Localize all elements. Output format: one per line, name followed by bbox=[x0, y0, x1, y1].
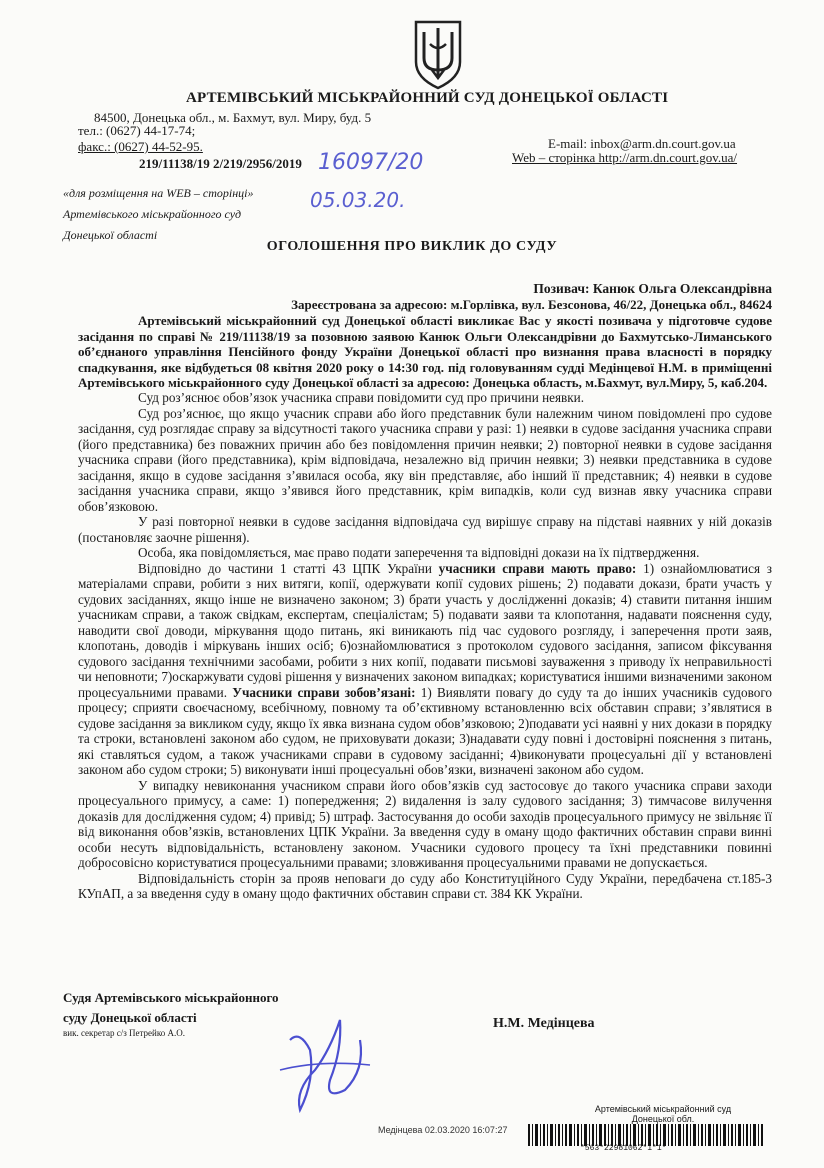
rights-heading: учасники справи мають право: bbox=[438, 560, 637, 576]
court-fax: факс.: (0627) 44-52-95. bbox=[78, 139, 203, 154]
barcode bbox=[528, 1124, 764, 1146]
handwritten-incoming-number: 16097/20 bbox=[318, 150, 424, 175]
judge-title-line: Судя Артемівського міськрайонного bbox=[63, 990, 279, 1005]
paragraph: Суд роз’яснює, що якщо учасник справи або його представник були належним чином повідомлені про судове засідання, суд розглядає справу за відсутності такого учасника справи у разі: 1) неявки в судове засідання учасника справи (його представника) без поважних причин або без повідомлення причин неявки; 2) повторної неявки в судове засідання учасника справи (його представника), крім відповідача, незалежно від причин неявки; 3) неявки представника в судове засідання, якщо в судове засідання з’явилася особа, яку він представляє, або інший її представник; 4) неявки в судове засідання учасника справи, якщо з’явився його представник, крім випадків, коли суд визнав явку учасника справи обов’язковою. bbox=[78, 405, 772, 514]
rights-text: 1) ознайомлюватися з матеріалами справи, робити з них витяги, копії, одержувати копії судових рішень; 2) подавати докази, брати участь у судових засіданнях, якщо інше не визначено законом; 3) брати участь у дослідженні доказів; 4) ставити питання іншим учасникам справи, а також свідкам, експертам, спеціалістам; 5) подавати заяви та клопотання, надавати пояснення суду, наводити свої доводи, міркування щодо питань, які виникають під час судового розгляду, і заперечення проти заяв, клопотань, доводів і міркувань інших осіб; 6)ознайомлюватися з протоколом судового засідання, записом фіксування судового засідання технічними засобами, робити з них копії, подавати письмові зауваження з приводу їх неправильності чи неповноти; 7)оскаржувати судові рішення у визначених законом випадках; користуватися іншими визначеними законом процесуальними правами. bbox=[78, 560, 773, 700]
registration-stamp bbox=[578, 1104, 748, 1124]
coat-of-arms-trident-icon bbox=[408, 18, 468, 90]
coercion-paragraph: У випадку невиконання учасником справи його обов’язків суд застосовує до такого учасника справи заходи процесуального примусу, а саме: 1) попередження; 2) видалення із залу судового засідання; 3) тимчасове вилучення доказів для дослідження судом; 4) привід; 5) штраф. Застосування до особи заходів процесуального примусу не звільняє її від виконання обов’язків, встановлених ЦПК України. За введення суду в оману щодо фактичних обставин справи винні особи несуть відповідальність, встановлену законом. Учасники судового процесу та їхні представники повинні добросовісно користуватися процесуальними правами; зловживання процесуальними правами не допускається. bbox=[78, 777, 772, 870]
note-line: Артемівського міськрайонного суд bbox=[63, 207, 242, 221]
handwritten-signature bbox=[270, 1010, 390, 1120]
case-numbers: 219/11138/19 2/219/2956/2019 bbox=[139, 156, 302, 171]
judge-court-line: суду Донецької області bbox=[63, 1010, 197, 1025]
rights-paragraph bbox=[78, 561, 772, 778]
rights-intro: Відповідно до частини 1 статті 43 ЦПК України bbox=[138, 560, 432, 576]
court-name: АРТЕМІВСЬКИЙ МІСЬКРАЙОННИЙ СУД ДОНЕЦЬКОЇ ОБЛАСТІ bbox=[186, 90, 669, 106]
duties-heading: Учасники справи зобов’язані: bbox=[232, 684, 416, 700]
duties-text: 1) Виявляти повагу до суду та до інших учасників судового процесу; сприяти своєчасному, всебічному, повному та об’єктивному встановленню всіх обставин справи; з’являтися в судове засідання за викликом суду, якщо їх явка визнана судом обов’язковою; 2)подавати усі наявні у них докази в порядку та строки, встановлені законом або судом, не приховувати докази; 3)надавати суду повні і достовірні пояснення з питань, які ставляться судом, а також учасниками справи в судовому засіданні; 4)виконувати процесуальні дії у встановлені законом або судом строки; 5) виконувати інші процесуальні обов’язки, визначені законом або судом. bbox=[78, 684, 773, 777]
secretary-line: вик. секретар с/з Петрейко А.О. bbox=[63, 1028, 186, 1038]
document-title: ОГОЛОШЕННЯ ПРО ВИКЛИК ДО СУДУ bbox=[266, 239, 558, 254]
note-line: «для розміщення на WEB – сторінці» bbox=[63, 186, 254, 200]
paragraph: У разі повторної неявки в судове засідання відповідача суд вирішує справу на підставі наявних у ній доказів (постановляє заочне рішення). bbox=[78, 514, 772, 545]
note-line: Донецької області bbox=[63, 228, 158, 242]
handwritten-date: 05.03.20. bbox=[310, 188, 406, 212]
paragraph: Суд роз’яснює обов’язок учасника справи повідомити суд про причини неявки. bbox=[138, 390, 585, 405]
registered-address-line: Зареєстрована за адресою: м.Горлівка, вул. Безсонова, 46/22, Донецька обл., 84624 bbox=[291, 297, 772, 312]
signature-block bbox=[63, 988, 279, 1038]
paragraph: Особа, яка повідомляється, має право подати заперечення та відповідні докази на їх підтвердження. bbox=[138, 545, 700, 560]
stamp-region: Донецької обл. bbox=[631, 1114, 695, 1124]
court-email: E-mail: inbox@arm.dn.court.gov.ua bbox=[548, 136, 736, 151]
summons-text: Артемівський міськрайонний суд Донецької області викликає Вас у якості позивача у підготовче судове засідання по справі № 219/11138/19 за позовною заявою Канюк Ольги Олександрівни до Бахмутсько-Лиманського об’єднаного управління Пенсійного фонду України Донецької області про визнання права власності в порядку спадкування, яке відбудеться 08 квітня 2020 року о 14:30 год. під головуванням судді Медінцевої Н.М. в приміщенні Артемівського міськрайонного суду Донецької області за адресою: Донецька область, м.Бахмут, вул.Миру, 5, каб.204. bbox=[78, 313, 772, 390]
stamp-court: Артемівський міськрайонний суд bbox=[594, 1104, 732, 1114]
web-placement-note bbox=[63, 183, 254, 246]
court-website: Web – сторінка http://arm.dn.court.gov.ua/ bbox=[512, 150, 738, 165]
court-address: 84500, Донецька обл., м. Бахмут, вул. Миру, буд. 5 bbox=[94, 110, 372, 125]
stamp-user-time: Медінцева 02.03.2020 16:07:27 bbox=[378, 1125, 508, 1135]
court-phone: тел.: (0627) 44-17-74; bbox=[78, 123, 196, 138]
plaintiff-line: Позивач: Канюк Ольга Олександрівна bbox=[533, 281, 772, 296]
explanations-block bbox=[78, 390, 772, 902]
barcode-text: *563*22981062*1*1* bbox=[580, 1144, 667, 1153]
judge-name: Н.М. Медінцева bbox=[493, 1016, 595, 1031]
liability-paragraph: Відповідальність сторін за прояв неповаги до суду або Конституційного Суду України, передбачена ст.185-3 КУпАП, а за введення суду в оману щодо фактичних обставин справи ст. 384 КК України. bbox=[78, 870, 772, 901]
